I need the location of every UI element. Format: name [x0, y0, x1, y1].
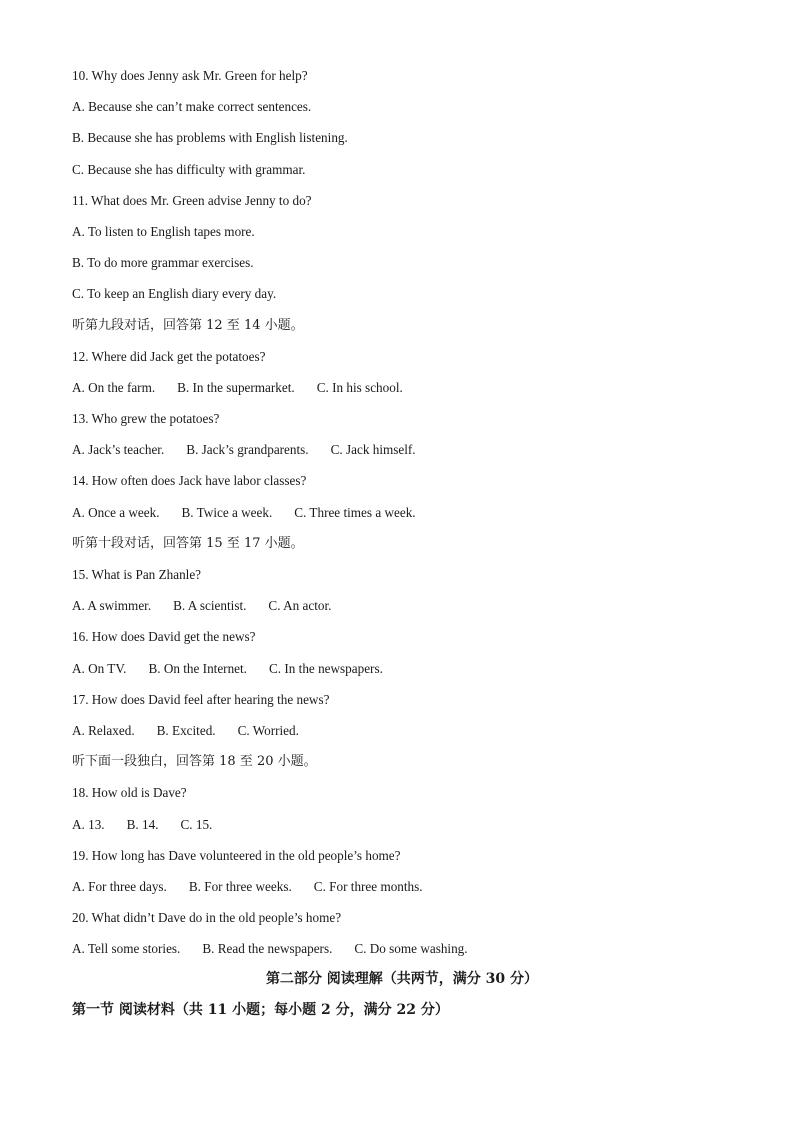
- option-14a: A. Once a week.: [72, 504, 160, 520]
- instruction-dialogue-10: 听第十段对话，回答第 15 至 17 小题。: [72, 535, 304, 551]
- part-2-title: 第二部分 阅读理解（共两节，满分 30 分）: [265, 971, 539, 988]
- option-16b: B. On the Internet.: [148, 660, 247, 676]
- option-17c: C. Worried.: [237, 722, 299, 738]
- option-16c: C. In the newspapers.: [268, 660, 383, 676]
- exam-page: [72, 62, 732, 1028]
- section-1-title: 第一节 阅读材料（共 11 小题；每小题 2 分，满分 22 分）: [72, 1002, 449, 1019]
- option-10a: A. Because she can’t make correct sentences.: [72, 99, 312, 115]
- question-14: 14. How often does Jack have labor classes?: [72, 473, 307, 489]
- option-13b: B. Jack’s grandparents.: [186, 442, 309, 458]
- instruction-dialogue-9: 听第九段对话，回答第 12 至 14 小题。: [72, 317, 304, 333]
- option-19a: A. For three days.: [72, 878, 167, 894]
- option-13a: A. Jack’s teacher.: [72, 442, 165, 458]
- options-16: [72, 655, 732, 686]
- option-11c: C. To keep an English diary every day.: [72, 286, 277, 302]
- options-19: [72, 873, 732, 904]
- options-15: [72, 592, 732, 623]
- instruction-monologue: 听下面一段独白，回答第 18 至 20 小题。: [72, 754, 317, 770]
- options-18: [72, 811, 732, 842]
- option-20c: C. Do some washing.: [354, 941, 468, 957]
- option-20b: B. Read the newspapers.: [202, 941, 333, 957]
- option-15c: C. An actor.: [268, 598, 332, 614]
- option-16a: A. On TV.: [72, 660, 127, 676]
- option-10b: B. Because she has problems with English listening.: [72, 130, 348, 146]
- options-14: [72, 499, 732, 530]
- question-18: 18. How old is Dave?: [72, 785, 187, 801]
- question-15: 15. What is Pan Zhanle?: [72, 567, 202, 582]
- option-15a: A. A swimmer.: [72, 598, 152, 614]
- option-10c: C. Because she has difficulty with grammar.: [72, 161, 306, 177]
- option-19b: B. For three weeks.: [188, 878, 292, 894]
- options-13: [72, 436, 732, 467]
- option-20a: A. Tell some stories.: [72, 941, 181, 957]
- option-18a: A. 13.: [72, 816, 105, 832]
- option-12c: C. In his school.: [316, 379, 403, 395]
- question-13: 13. Who grew the potatoes?: [72, 411, 220, 427]
- question-20: 20. What didn’t Dave do in the old people’s home?: [72, 910, 342, 926]
- option-12b: B. In the supermarket.: [177, 379, 295, 395]
- option-17b: B. Excited.: [156, 722, 216, 738]
- option-18c: C. 15.: [180, 816, 213, 832]
- option-14c: C. Three times a week.: [294, 504, 416, 520]
- option-12a: A. On the farm.: [72, 379, 156, 395]
- question-10: 10. Why does Jenny ask Mr. Green for help?: [72, 68, 308, 83]
- option-14b: B. Twice a week.: [181, 504, 273, 520]
- option-19c: C. For three months.: [313, 878, 423, 894]
- question-17: 17. How does David feel after hearing the news?: [72, 691, 330, 707]
- option-15b: B. A scientist.: [173, 598, 247, 614]
- option-17a: A. Relaxed.: [72, 722, 135, 738]
- option-13c: C. Jack himself.: [330, 442, 416, 458]
- option-18b: B. 14.: [126, 816, 159, 832]
- options-17: [72, 717, 732, 748]
- option-11a: A. To listen to English tapes more.: [72, 223, 255, 239]
- question-19: 19. How long has Dave volunteered in the old people’s home?: [72, 847, 401, 863]
- option-11b: B. To do more grammar exercises.: [72, 255, 254, 271]
- question-16: 16. How does David get the news?: [72, 629, 256, 645]
- options-12: [72, 374, 732, 405]
- options-20: [72, 935, 732, 966]
- question-11: 11. What does Mr. Green advise Jenny to do?: [72, 192, 312, 208]
- question-12: 12. Where did Jack get the potatoes?: [72, 348, 266, 364]
